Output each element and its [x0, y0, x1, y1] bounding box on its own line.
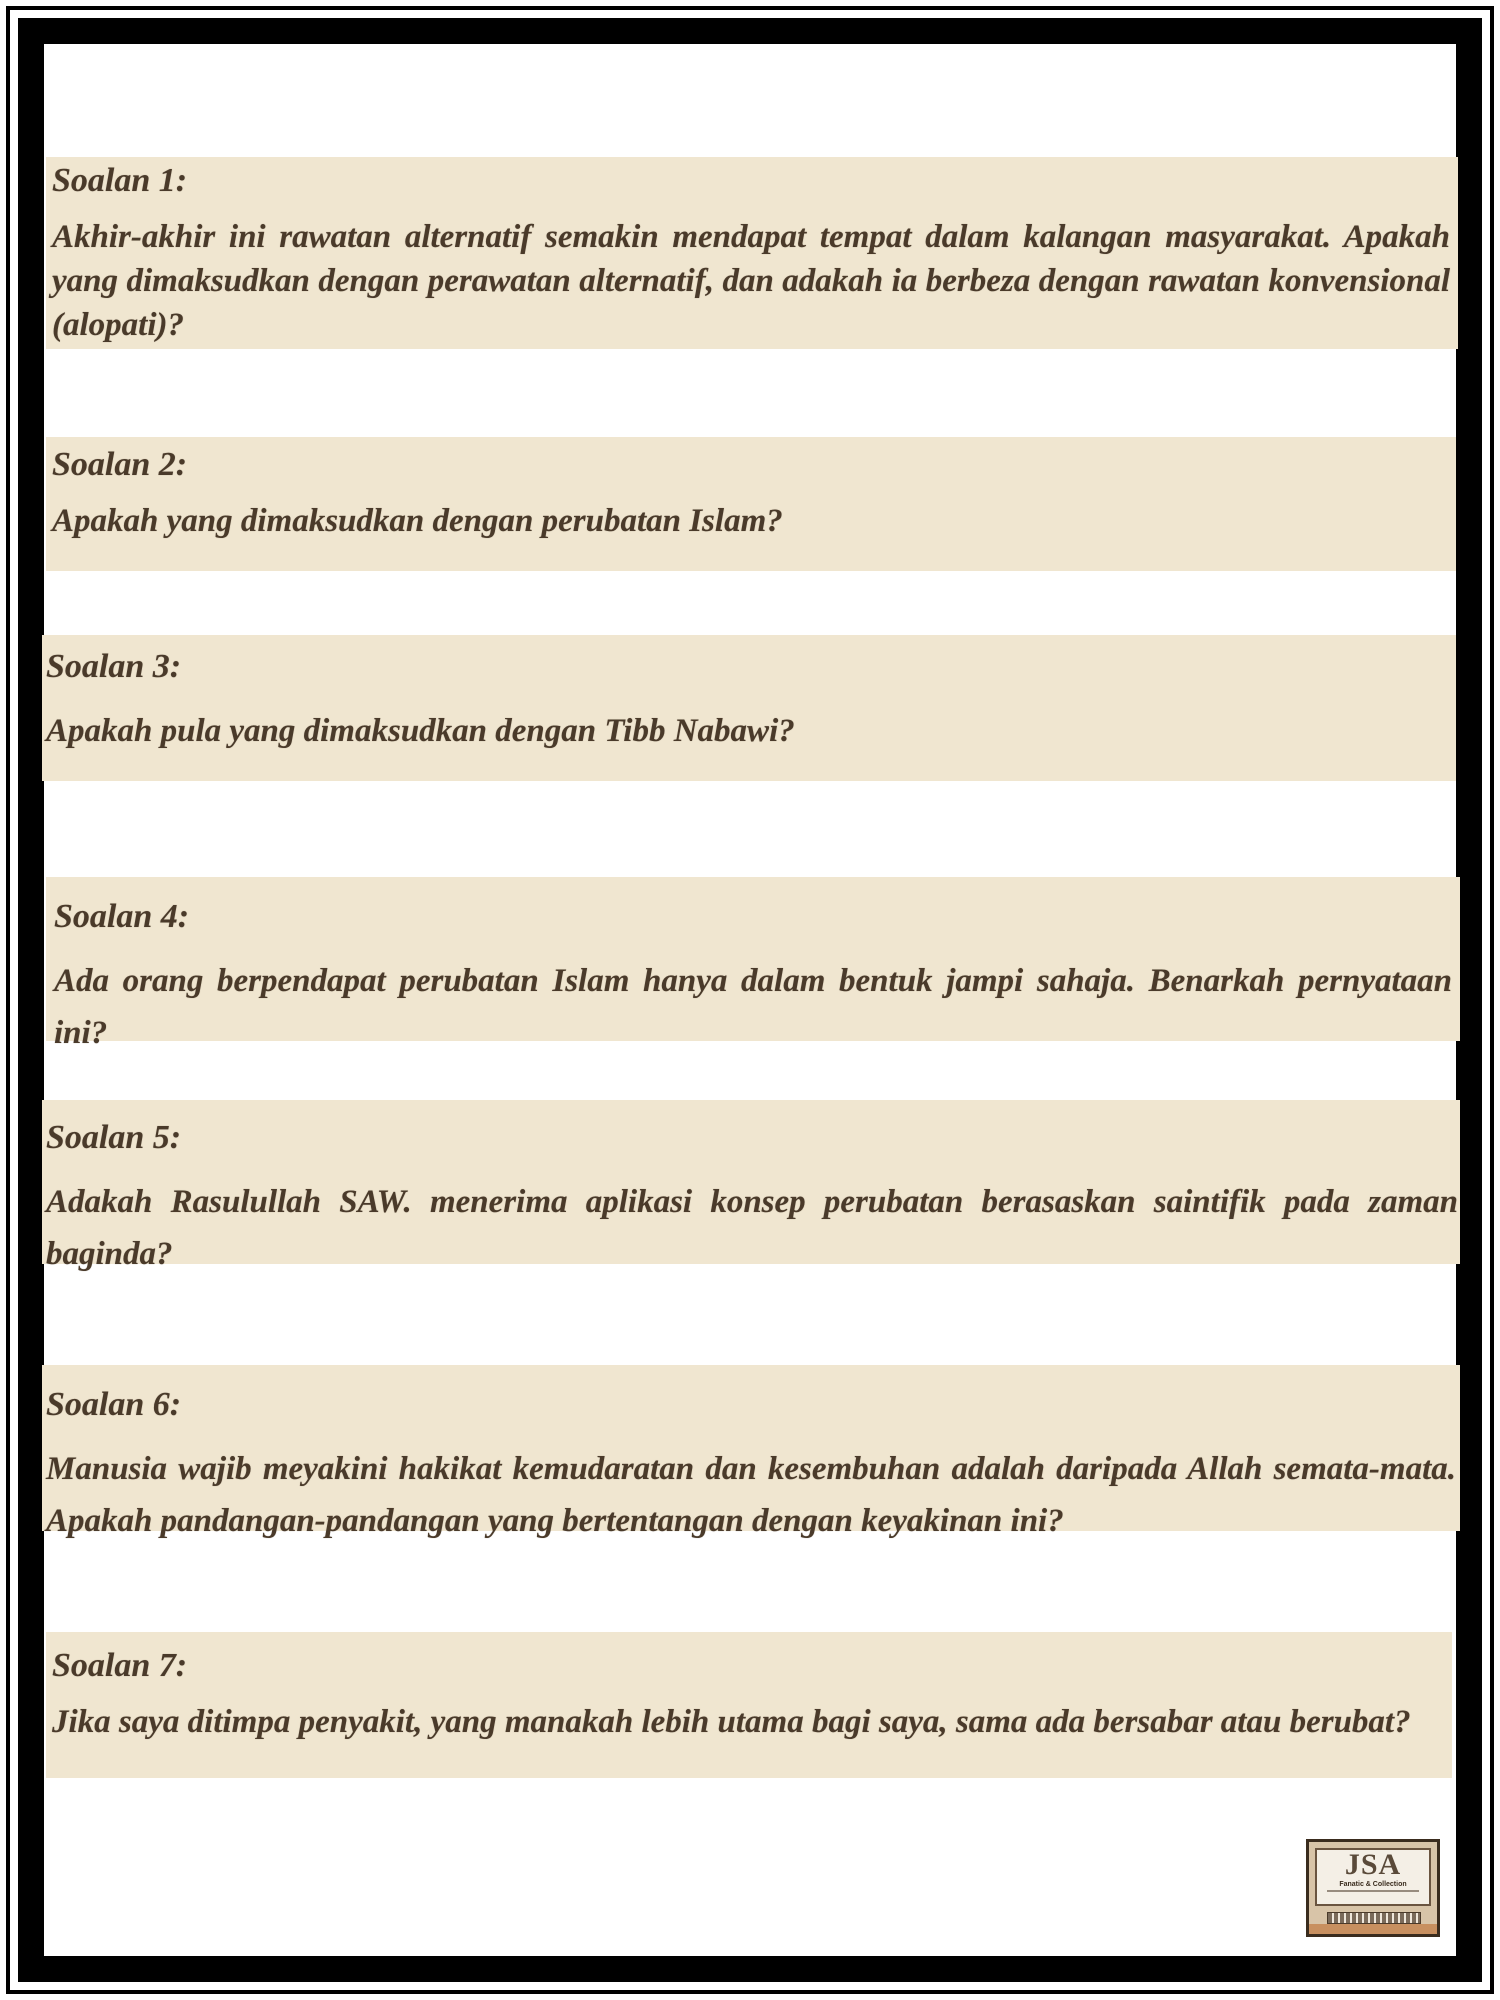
question-block-3: [42, 635, 1456, 781]
question-block-4: [46, 877, 1460, 1051]
jsa-logo: [1306, 1839, 1440, 1937]
question-block-7: [46, 1632, 1452, 1778]
question-block-2: [46, 437, 1456, 571]
question-title: Soalan 5:: [46, 1119, 182, 1156]
keyboard-icon: [1327, 1912, 1421, 1924]
logo-screen: [1315, 1848, 1431, 1906]
question-title: Soalan 1:: [52, 162, 188, 199]
question-title: Soalan 4:: [54, 898, 190, 935]
question-text: Apakah pula yang dimaksudkan dengan Tibb Nabawi?: [46, 713, 795, 749]
logo-brand: JSA: [1344, 1848, 1402, 1881]
question-text: Apakah yang dimaksudkan dengan perubatan Islam?: [52, 503, 783, 539]
question-text: Adakah Rasulullah SAW. menerima aplikasi konsep perubatan berasaskan saintifik pada zaman baginda?: [46, 1184, 1458, 1272]
logo-tagline: Fanatic & Collection: [1339, 1881, 1407, 1888]
question-block-1: [46, 157, 1458, 349]
question-title: Soalan 6:: [46, 1386, 182, 1423]
question-text: Ada orang berpendapat perubatan Islam hanya dalam bentuk jampi sahaja. Benarkah pernyataan ini?: [54, 963, 1452, 1051]
desk-shape: [1309, 1924, 1437, 1934]
question-text: Manusia wajib meyakini hakikat kemudaratan dan kesembuhan adalah daripada Allah semata-mata. Apakah pandangan-pandangan yang bertentangan dengan keyakinan ini?: [46, 1451, 1456, 1539]
logo-subline: [1327, 1890, 1419, 1892]
question-title: Soalan 2:: [52, 446, 188, 483]
question-text: Akhir-akhir ini rawatan alternatif semakin mendapat tempat dalam kalangan masyarakat. Apakah yang dimaksudkan dengan perawatan alternatif, dan adakah ia berbeza dengan rawatan konvensional (alopati)?: [52, 219, 1450, 343]
question-block-6: [42, 1365, 1460, 1539]
question-block-5: [42, 1100, 1460, 1272]
question-title: Soalan 7:: [52, 1647, 188, 1684]
question-text: Jika saya ditimpa penyakit, yang manakah lebih utama bagi saya, sama ada bersabar atau berubat?: [52, 1704, 1411, 1740]
question-title: Soalan 3:: [46, 648, 182, 685]
